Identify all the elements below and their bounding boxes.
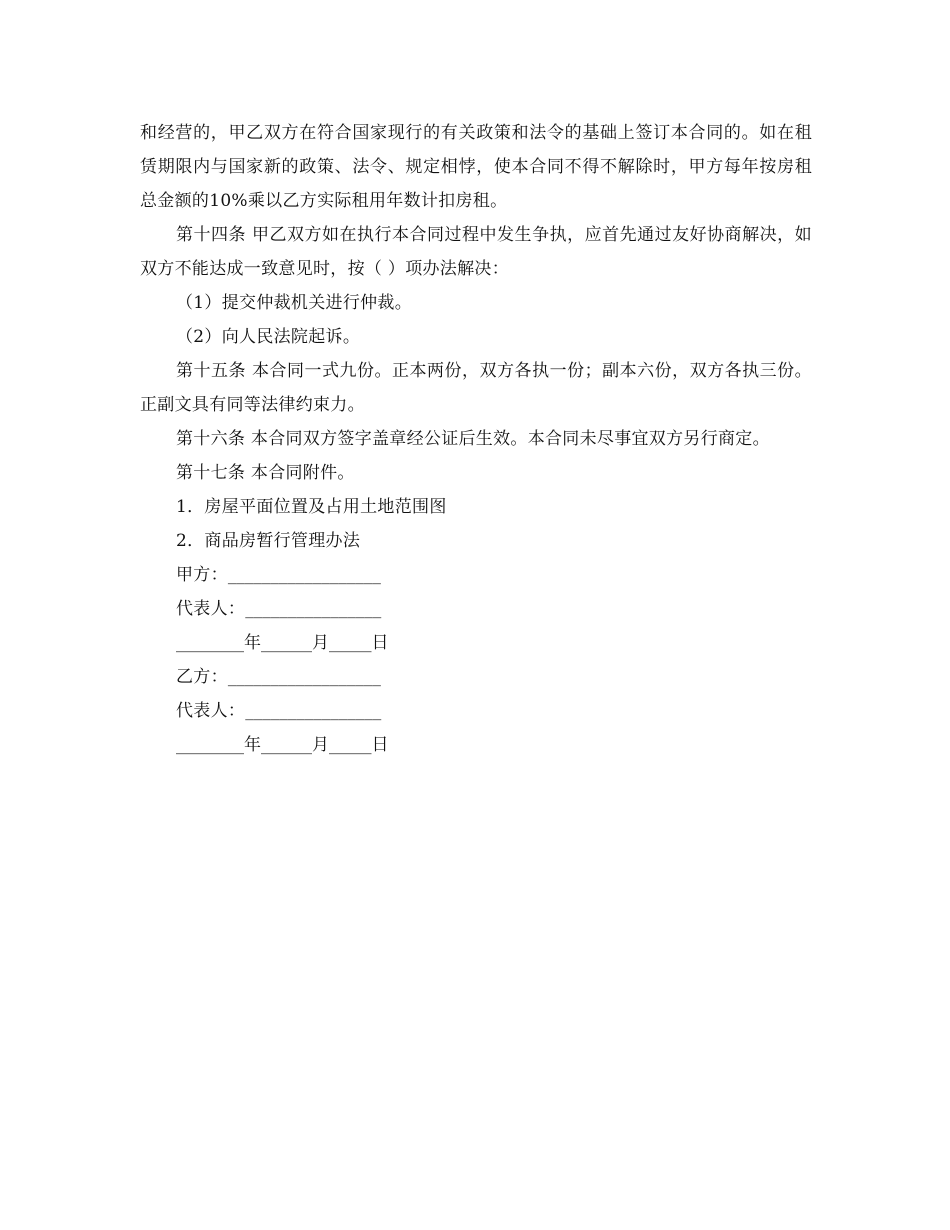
contract-body — [140, 116, 812, 762]
article-15: 第十五条 本合同一式九份。正本两份，双方各执一份；副本六份，双方各执三份。正副文具有同等法律约束力。 — [140, 361, 812, 415]
party-b-representative-label: 代表人： — [176, 701, 246, 721]
party-b-signature-row — [140, 660, 812, 694]
attachment-item-2: 2．商品房暂行管理办法 — [176, 531, 361, 551]
party-b-date-row — [140, 728, 812, 762]
option-item-2: （2）向人民法院起诉。 — [176, 327, 361, 347]
article-16: 第十六条 本合同双方签字盖章经公证后生效。本合同未尽事宜双方另行商定。 — [176, 429, 770, 449]
party-a-blank: __________________ — [227, 565, 381, 585]
party-a-date-row — [140, 626, 812, 660]
party-b-representative-row — [140, 694, 812, 728]
article-14: 第十四条 甲乙双方如在执行本合同过程中发生争执，应首先通过友好协商解决，如双方不能达成一致意见时，按（ ）项办法解决： — [140, 225, 812, 279]
party-b-date: ________年______月_____日 — [176, 735, 389, 755]
party-a-signature-row — [140, 558, 812, 592]
paragraph-continuation: 和经营的，甲乙双方在符合国家现行的有关政策和法令的基础上签订本合同的。如在租赁期限内与国家新的政策、法令、规定相悖，使本合同不得不解除时，甲方每年按房租总金额的10%乘以乙方实际租用年数计扣房租。 — [140, 123, 812, 211]
party-a-representative-label: 代表人： — [176, 599, 246, 619]
party-b-representative-blank: ________________ — [245, 701, 382, 721]
party-a-date: ________年______月_____日 — [176, 633, 389, 653]
party-a-label: 甲方： — [176, 565, 228, 585]
party-a-representative-blank: ________________ — [245, 599, 382, 619]
party-a-representative-row — [140, 592, 812, 626]
attachment-item-1: 1．房屋平面位置及占用土地范围图 — [176, 497, 447, 517]
party-b-label: 乙方： — [176, 667, 228, 687]
article-17: 第十七条 本合同附件。 — [176, 463, 355, 483]
option-item-1: （1）提交仲裁机关进行仲裁。 — [176, 293, 413, 313]
party-b-blank: __________________ — [227, 667, 381, 687]
